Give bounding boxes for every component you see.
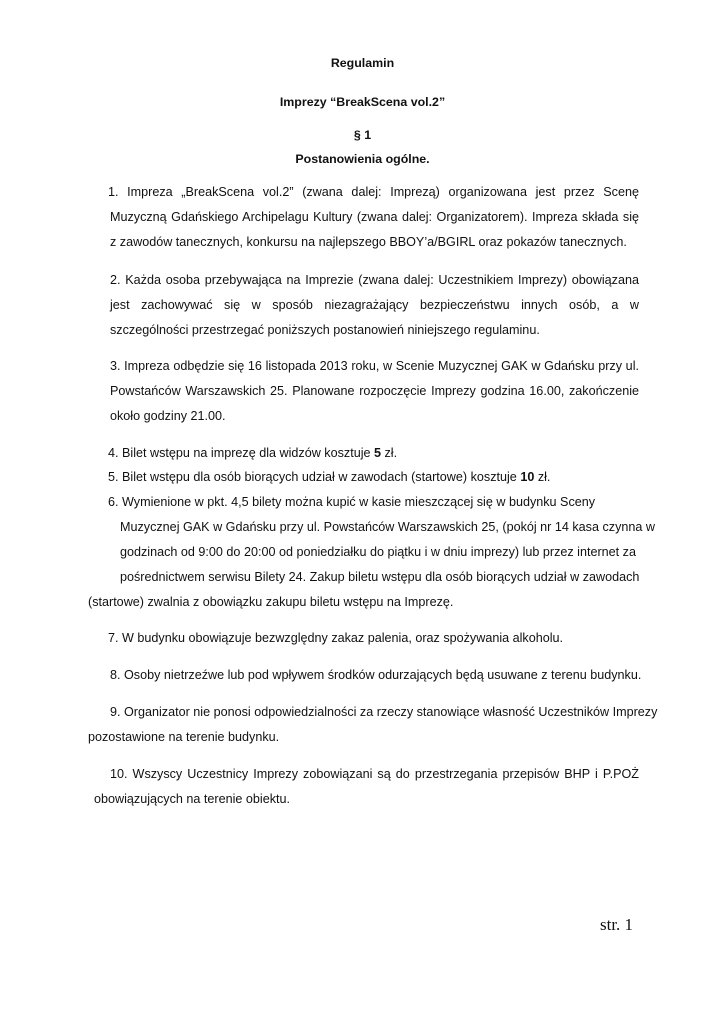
paragraph-5 [108,469,550,485]
paragraph-3: 3. Impreza odbędzie się 16 listopada 2013 roku, w Scenie Muzycznej GAK w Gdańsku przy ul. Powstańców Warszawskich 25. Planowane rozpoczęcie Imprezy godzina 16.00, zakończenie około godziny 21.00. [110,359,639,423]
paragraph-6-line-4: pośrednictwem serwisu Bilety 24. Zakup biletu wstępu dla osób biorących udział w zawodach [120,570,640,584]
paragraph-5-currency: zł. [534,470,551,484]
paragraph-9-line-2: pozostawione na terenie budynku. [88,730,280,744]
paragraph-7: 7. W budynku obowiązuje bezwzględny zakaz palenia, oraz spożywania alkoholu. [108,631,564,645]
paragraph-6-line-3: godzinach od 9:00 do 20:00 od poniedziałku do piątku i w dniu imprezy) lub przez internet za [120,545,636,559]
paragraph-4 [108,445,397,461]
document-title: Regulamin [330,56,395,70]
paragraph-5-text: 5. Bilet wstępu dla osób biorących udział w zawodach (startowe) kosztuje [108,470,521,484]
section-symbol: § 1 [353,128,372,142]
paragraph-10: 10. Wszyscy Uczestnicy Imprezy zobowiązani są do przestrzegania przepisów BHP i P.POŻ obowiązujących na terenie obiektu. [94,767,639,806]
paragraph-4-text: 4. Bilet wstępu na imprezę dla widzów kosztuje [108,446,374,460]
paragraph-9-line-1: 9. Organizator nie ponosi odpowiedzialności za rzeczy stanowiące własność Uczestników Imprezy [110,705,658,719]
section-title: Postanowienia ogólne. [295,152,430,166]
paragraph-5-price: 10 [520,470,535,484]
paragraph-6-line-1: 6. Wymienione w pkt. 4,5 bilety można kupić w kasie mieszczącej się w budynku Sceny [108,495,596,509]
paragraph-2: 2. Każda osoba przebywająca na Imprezie (zwana dalej: Uczestnikiem Imprezy) obowiązana jest zachowywać się w sposób niezagrażający bezpieczeństwu innych osób, a w szczególności przestrzegać poniższych postanowień niniejszego regulaminu. [110,273,639,337]
document-subtitle: Imprezy “BreakScena vol.2” [279,95,446,109]
page-number: str. 1 [600,915,634,934]
paragraph-6-line-2: Muzycznej GAK w Gdańsku przy ul. Powstańców Warszawskich 25, (pokój nr 14 kasa czynna w [120,520,655,534]
paragraph-6-line-5: (startowe) zwalnia z obowiązku zakupu biletu wstępu na Imprezę. [88,595,454,609]
paragraph-1: 1. Impreza „BreakScena vol.2” (zwana dalej: Imprezą) organizowana jest przez Scenę Muzyczną Gdańskiego Archipelagu Kultury (zwana dalej: Organizatorem). Impreza składa się z zawodów tanecznych, konkursu na najlepszego BBOY’a/BGIRL oraz pokazów tanecznych. [108,185,639,249]
paragraph-8: 8. Osoby nietrzeźwe lub pod wpływem środków odurzających będą usuwane z terenu budynku. [110,668,642,682]
paragraph-4-currency: zł. [381,446,398,460]
paragraph-4-price: 5 [374,446,382,460]
